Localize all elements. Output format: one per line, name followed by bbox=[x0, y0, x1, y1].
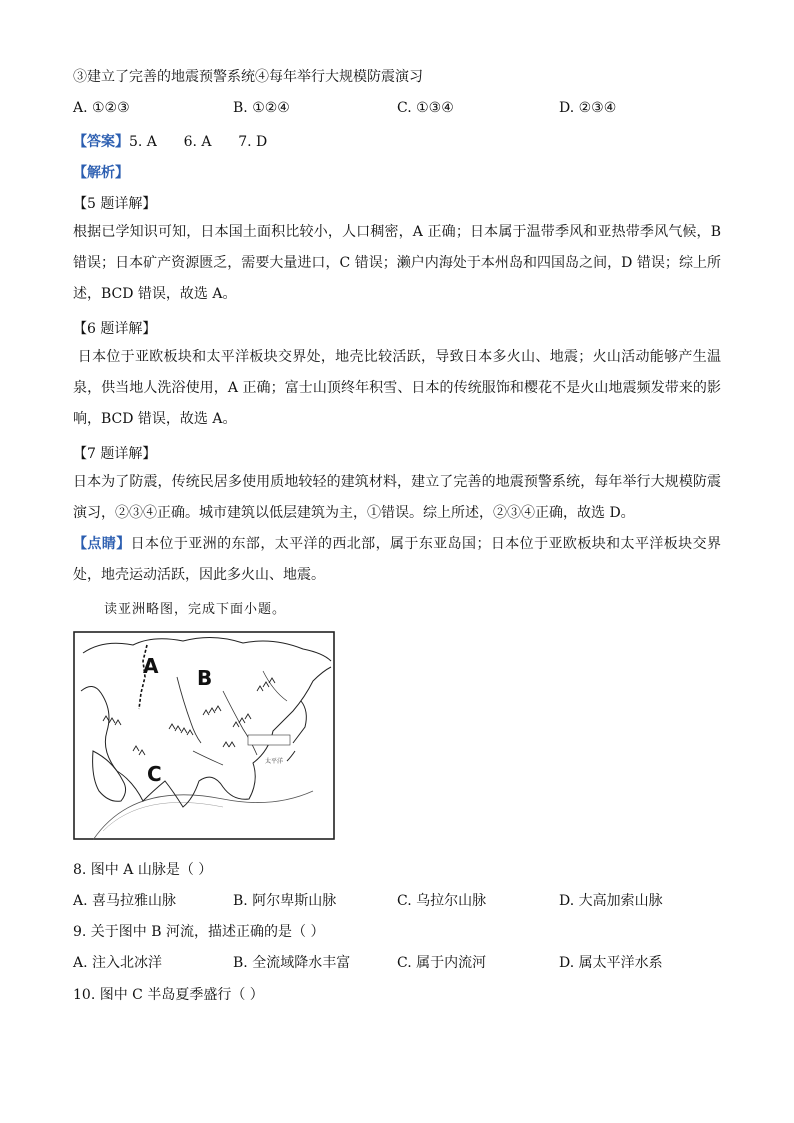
q6-heading: 【6 题详解】 bbox=[73, 321, 157, 337]
answer-tag: 【答案】 bbox=[73, 134, 129, 150]
map-label-b: B bbox=[197, 666, 213, 690]
map-label-a: A bbox=[143, 654, 159, 678]
q9-option-c: C. 属于内流河 bbox=[397, 955, 487, 971]
tip-tag: 【点睛】 bbox=[73, 536, 131, 552]
prev-option-b: B. ①②④ bbox=[233, 100, 290, 116]
prev-question-stem: ③建立了完善的地震预警系统④每年举行大规模防震演习 bbox=[73, 69, 423, 85]
answer-text: 5. A 6. A 7. D bbox=[129, 134, 268, 150]
map-instruction: 读亚洲略图，完成下面小题。 bbox=[104, 602, 287, 617]
prev-option-a: A. ①②③ bbox=[73, 100, 130, 116]
q8-option-b: B. 阿尔卑斯山脉 bbox=[233, 893, 337, 909]
q6-body: 日本位于亚欧板块和太平洋板块交界处，地壳比较活跃，导致日本多火山、地震；火山活动能够产生温泉，供当地人洗浴使用，A 正确；富士山顶终年积雪、日本的传统服饰和樱花不是火山地震频发带来的影响，BCD 错误，故选 A。 bbox=[73, 349, 722, 427]
map-label-c: C bbox=[147, 762, 162, 786]
q8-option-a: A. 喜马拉雅山脉 bbox=[73, 893, 177, 909]
analysis-tag: 【解析】 bbox=[73, 165, 129, 181]
q8-stem: 8. 图中 A 山脉是（ ） bbox=[73, 862, 213, 878]
q9-option-b: B. 全流域降水丰富 bbox=[233, 955, 351, 971]
q8-options bbox=[73, 890, 753, 910]
prev-option-d: D. ②③④ bbox=[559, 100, 617, 116]
q8-option-d: D. 大高加索山脉 bbox=[559, 893, 663, 909]
prev-question-options bbox=[73, 100, 753, 120]
tip-body: 日本位于亚洲的东部，太平洋的西北部，属于东亚岛国；日本位于亚欧板块和太平洋板块交界处，地壳运动活跃，因此多火山、地震。 bbox=[73, 536, 722, 583]
q9-options bbox=[73, 952, 753, 972]
map-sea-label: 太平洋 bbox=[265, 758, 284, 765]
prev-option-c: C. ①③④ bbox=[397, 100, 454, 116]
q7-body: 日本为了防震，传统民居多使用质地较轻的建筑材料，建立了完善的地震预警系统，每年举行大规模防震演习，②③④正确。城市建筑以低层建筑为主，①错误。综上所述，②③④正确，故选 D。 bbox=[73, 474, 721, 521]
asia-sketch-map bbox=[73, 631, 335, 840]
q7-heading: 【7 题详解】 bbox=[73, 446, 157, 462]
q8-option-c: C. 乌拉尔山脉 bbox=[397, 893, 487, 909]
q5-body: 根据已学知识可知，日本国土面积比较小，人口稠密，A 正确；日本属于温带季风和亚热带季风气候，B 错误；日本矿产资源匮乏，需要大量进口，C 错误；濑户内海处于本州岛和四国岛之间，D 错误；综上所述，BCD 错误，故选 A。 bbox=[73, 224, 721, 302]
tip-block bbox=[73, 529, 721, 591]
q9-stem: 9. 关于图中 B 河流，描述正确的是（ ） bbox=[73, 924, 325, 940]
q9-option-a: A. 注入北冰洋 bbox=[73, 955, 163, 971]
answer-line bbox=[73, 131, 267, 151]
q10-stem: 10. 图中 C 半岛夏季盛行（ ） bbox=[73, 987, 264, 1003]
q9-option-d: D. 属太平洋水系 bbox=[559, 955, 663, 971]
q5-heading: 【5 题详解】 bbox=[73, 196, 157, 212]
